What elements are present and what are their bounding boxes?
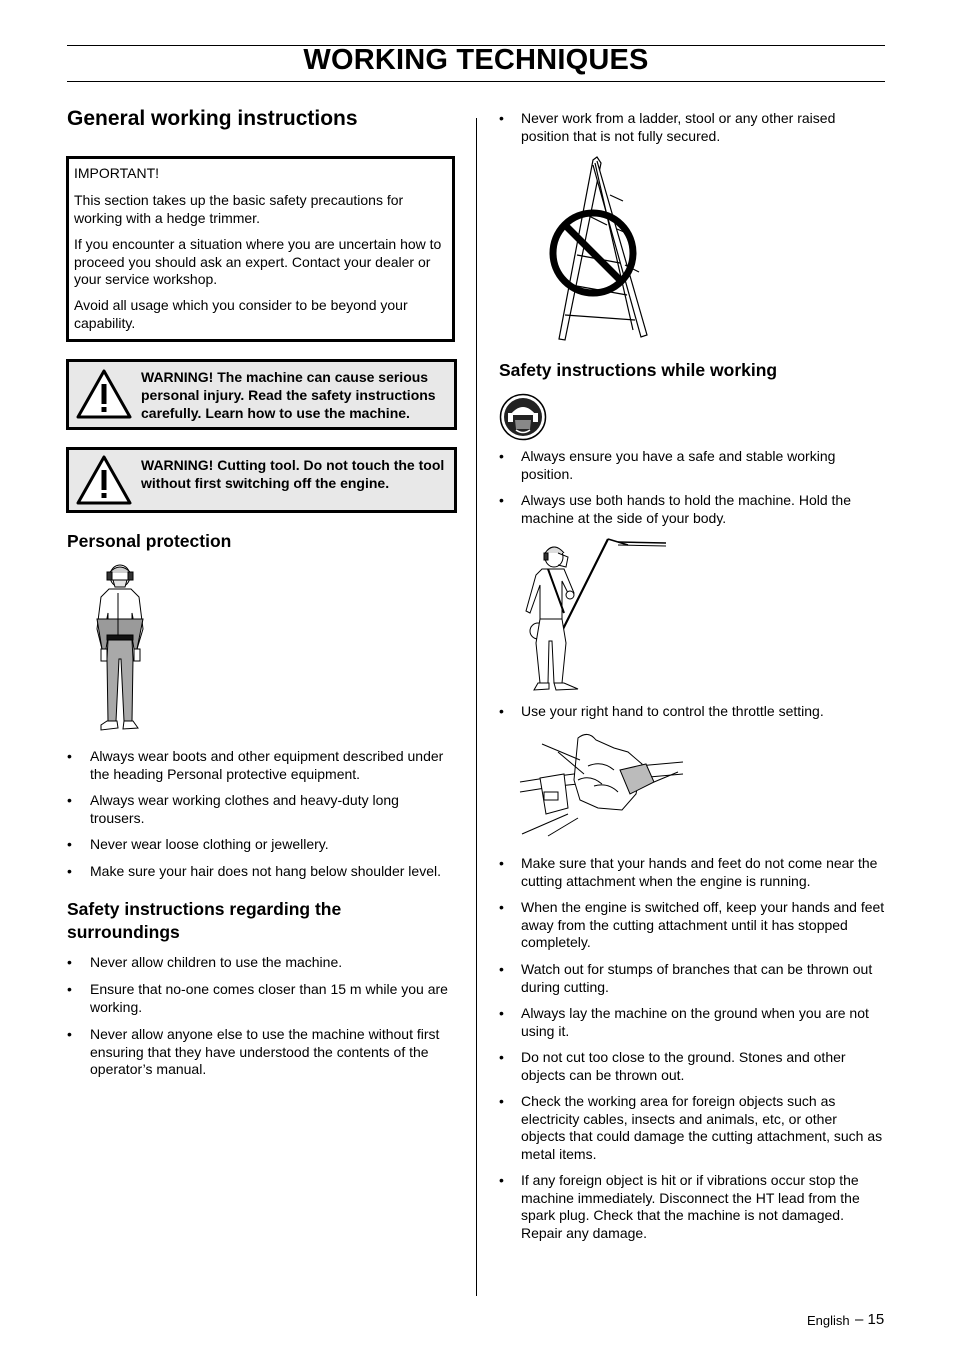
list-item: • Make sure that your hands and feet do not come near the cutting attachment when the engine is running.: [499, 855, 878, 889]
protective-clothing-worker-illustration: [87, 563, 157, 735]
list-item: • Always lay the machine on the ground when you are not using it.: [499, 1005, 869, 1039]
warning-triangle-icon: [75, 368, 133, 420]
list-item: • Do not cut too close to the ground. Stones and other objects can be thrown out.: [499, 1049, 846, 1083]
list-item: • Ensure that no-one comes closer than 15 m while you are working.: [67, 981, 448, 1015]
list-item: • Never allow children to use the machine.: [67, 954, 343, 970]
important-box: [66, 156, 455, 342]
list-item: • Check the working area for foreign objects such as electricity cables, insects and animals, etc, or other objects that could damage the cutting attachment, such as metal items.: [499, 1093, 883, 1162]
column-divider: [476, 118, 477, 1296]
important-label: IMPORTANT!: [74, 165, 160, 181]
header-bottom-rule: [67, 81, 885, 82]
list-item: • Always use both hands to hold the machine. Hold the machine at the side of your body.: [499, 492, 851, 526]
operator-holding-machine-illustration: [518, 533, 668, 693]
important-text-3: Avoid all usage which you consider to be beyond your capability.: [74, 297, 408, 331]
page-number: – 15: [855, 1311, 885, 1328]
list-item: • Always wear working clothes and heavy-duty long trousers.: [67, 792, 399, 826]
footer-language: English: [807, 1313, 850, 1328]
section-heading-general: General working instructions: [67, 107, 358, 130]
heading-safety-working: Safety instructions while working: [499, 360, 778, 380]
list-item: • Never wear loose clothing or jewellery.: [67, 836, 329, 852]
face-protection-mandatory-icon: [499, 393, 547, 441]
hand-on-throttle-illustration: [518, 730, 688, 840]
list-item: • Use your right hand to control the throttle setting.: [499, 703, 824, 719]
list-item: • When the engine is switched off, keep your hands and feet away from the cutting attachment until it has stopped completely.: [499, 899, 885, 950]
warning-text-cutting-tool: WARNING! Cutting tool. Do not touch the tool without first switching off the engine.: [141, 457, 445, 491]
no-ladder-illustration: [535, 155, 665, 345]
warning-box-cutting-tool: [66, 447, 457, 513]
page-title: WORKING TECHNIQUES: [303, 44, 649, 76]
warning-triangle-icon: [75, 454, 133, 506]
warning-box-injury: [66, 359, 457, 430]
warning-text-injury: WARNING! The machine can cause serious personal injury. Read the safety instructions carefully. Learn how to use the machine.: [141, 369, 436, 421]
list-item: • Make sure your hair does not hang below shoulder level.: [67, 863, 441, 879]
important-text-2: If you encounter a situation where you are uncertain how to proceed you should ask an expert. Contact your dealer or your service workshop.: [74, 236, 442, 287]
heading-personal-protection: Personal protection: [67, 531, 232, 551]
list-item: • If any foreign object is hit or if vibrations occur stop the machine immediately. Disconnect the HT lead from the spark plug. Check that the machine is not damaged. Repair any damage.: [499, 1172, 860, 1241]
heading-surroundings: Safety instructions regarding the surroundings: [67, 899, 342, 942]
list-item: • Never allow anyone else to use the machine without first ensuring that they have understood the contents of the operator’s manual.: [67, 1026, 440, 1077]
list-item: • Never work from a ladder, stool or any other raised position that is not fully secured.: [499, 110, 836, 144]
important-text-1: This section takes up the basic safety precautions for working with a hedge trimmer.: [74, 192, 404, 226]
list-item: • Watch out for stumps of branches that can be thrown out during cutting.: [499, 961, 873, 995]
list-item: • Always ensure you have a safe and stable working position.: [499, 448, 836, 482]
list-item: • Always wear boots and other equipment described under the heading Personal protective equipment.: [67, 748, 444, 782]
